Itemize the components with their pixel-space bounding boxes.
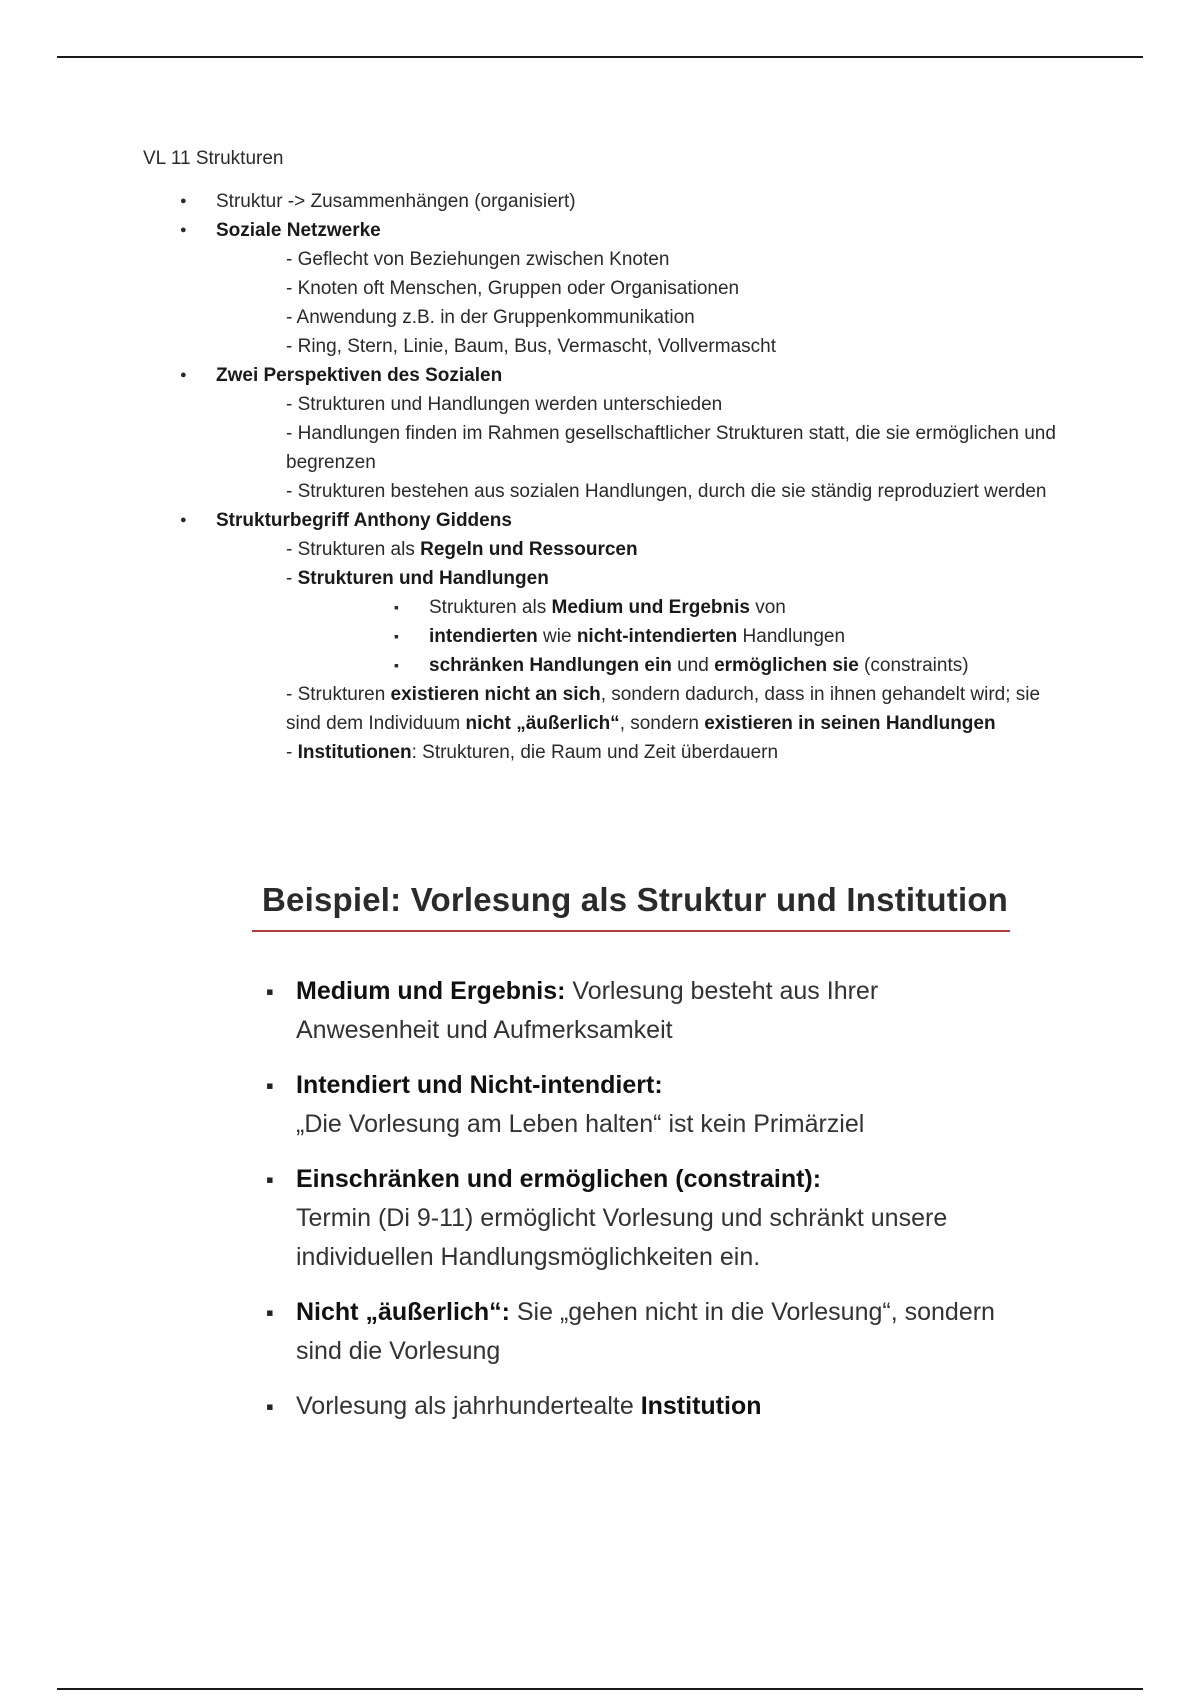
netzwerke-line: - Anwendung z.B. in der Gruppenkommunikation — [286, 307, 695, 328]
bullet-strukturbegriff-giddens: ● Strukturbegriff Anthony Giddens — [143, 506, 1073, 535]
netzwerke-line: - Geflecht von Beziehungen zwischen Knoten — [286, 249, 670, 270]
netzwerke-line: - Ring, Stern, Linie, Baum, Bus, Vermascht, Vollvermascht — [286, 336, 776, 357]
document-title: VL 11 Strukturen — [143, 148, 284, 169]
bullet-soziale-netzwerke: ● Soziale Netzwerke — [143, 216, 1073, 245]
slide-title-underline — [252, 930, 1010, 932]
giddens-subitem: ▪ intendierten wie nicht-intendierten Handlungen — [143, 622, 1073, 651]
giddens-regeln-line: - Strukturen als Regeln und Ressourcen — [286, 539, 638, 560]
slide-title: Beispiel: Vorlesung als Struktur und Institution — [262, 881, 1009, 918]
giddens-existenz-line: - Strukturen existieren nicht an sich, sondern dadurch, dass in ihnen gehandelt wird; sie sind dem Individuum nicht „äußerlich“, sondern existieren in seinen Handlungen — [286, 684, 1041, 734]
netzwerke-line: - Knoten oft Menschen, Gruppen oder Organisationen — [286, 278, 740, 299]
giddens-handlungen-line: - Strukturen und Handlungen — [286, 568, 549, 589]
header-rule — [57, 56, 1143, 58]
lecture-notes — [143, 144, 1073, 767]
bullet-struktur: ● Struktur -> Zusammenhängen (organisiert) — [143, 187, 1073, 216]
giddens-institutionen-line: - Institutionen: Strukturen, die Raum und Zeit überdauern — [286, 742, 779, 763]
perspektiven-line: - Strukturen und Handlungen werden unterschieden — [286, 394, 723, 415]
slide-point: ▪ Vorlesung als jahrhundertealte Institution — [262, 1387, 1022, 1426]
giddens-subitem: ▪ Strukturen als Medium und Ergebnis von — [143, 593, 1073, 622]
bullet-zwei-perspektiven: ● Zwei Perspektiven des Sozialen — [143, 361, 1073, 390]
perspektiven-line: - Strukturen bestehen aus sozialen Handlungen, durch die sie ständig reproduziert werden — [286, 481, 1047, 502]
slide-point: ▪ Intendiert und Nicht-intendiert: „Die Vorlesung am Leben halten“ ist kein Primärziel — [262, 1066, 1022, 1144]
slide-point: ▪ Medium und Ergebnis: Vorlesung besteht aus Ihrer Anwesenheit und Aufmerksamkeit — [262, 972, 1022, 1050]
slide-point: ▪ Nicht „äußerlich“: Sie „gehen nicht in die Vorlesung“, sondern sind die Vorlesung — [262, 1293, 1022, 1371]
giddens-subitem: ▪ schränken Handlungen ein und ermöglichen sie (constraints) — [143, 651, 1073, 680]
perspektiven-line: - Handlungen finden im Rahmen gesellschaftlicher Strukturen statt, die sie ermöglichen und begrenzen — [286, 423, 1056, 473]
footer-rule — [57, 1688, 1143, 1690]
slide-point: ▪ Einschränken und ermöglichen (constraint): Termin (Di 9-11) ermöglicht Vorlesung und schränkt unsere individuellen Handlungsmöglichkeiten ein. — [262, 1160, 1022, 1277]
embedded-slide — [262, 870, 1022, 1442]
